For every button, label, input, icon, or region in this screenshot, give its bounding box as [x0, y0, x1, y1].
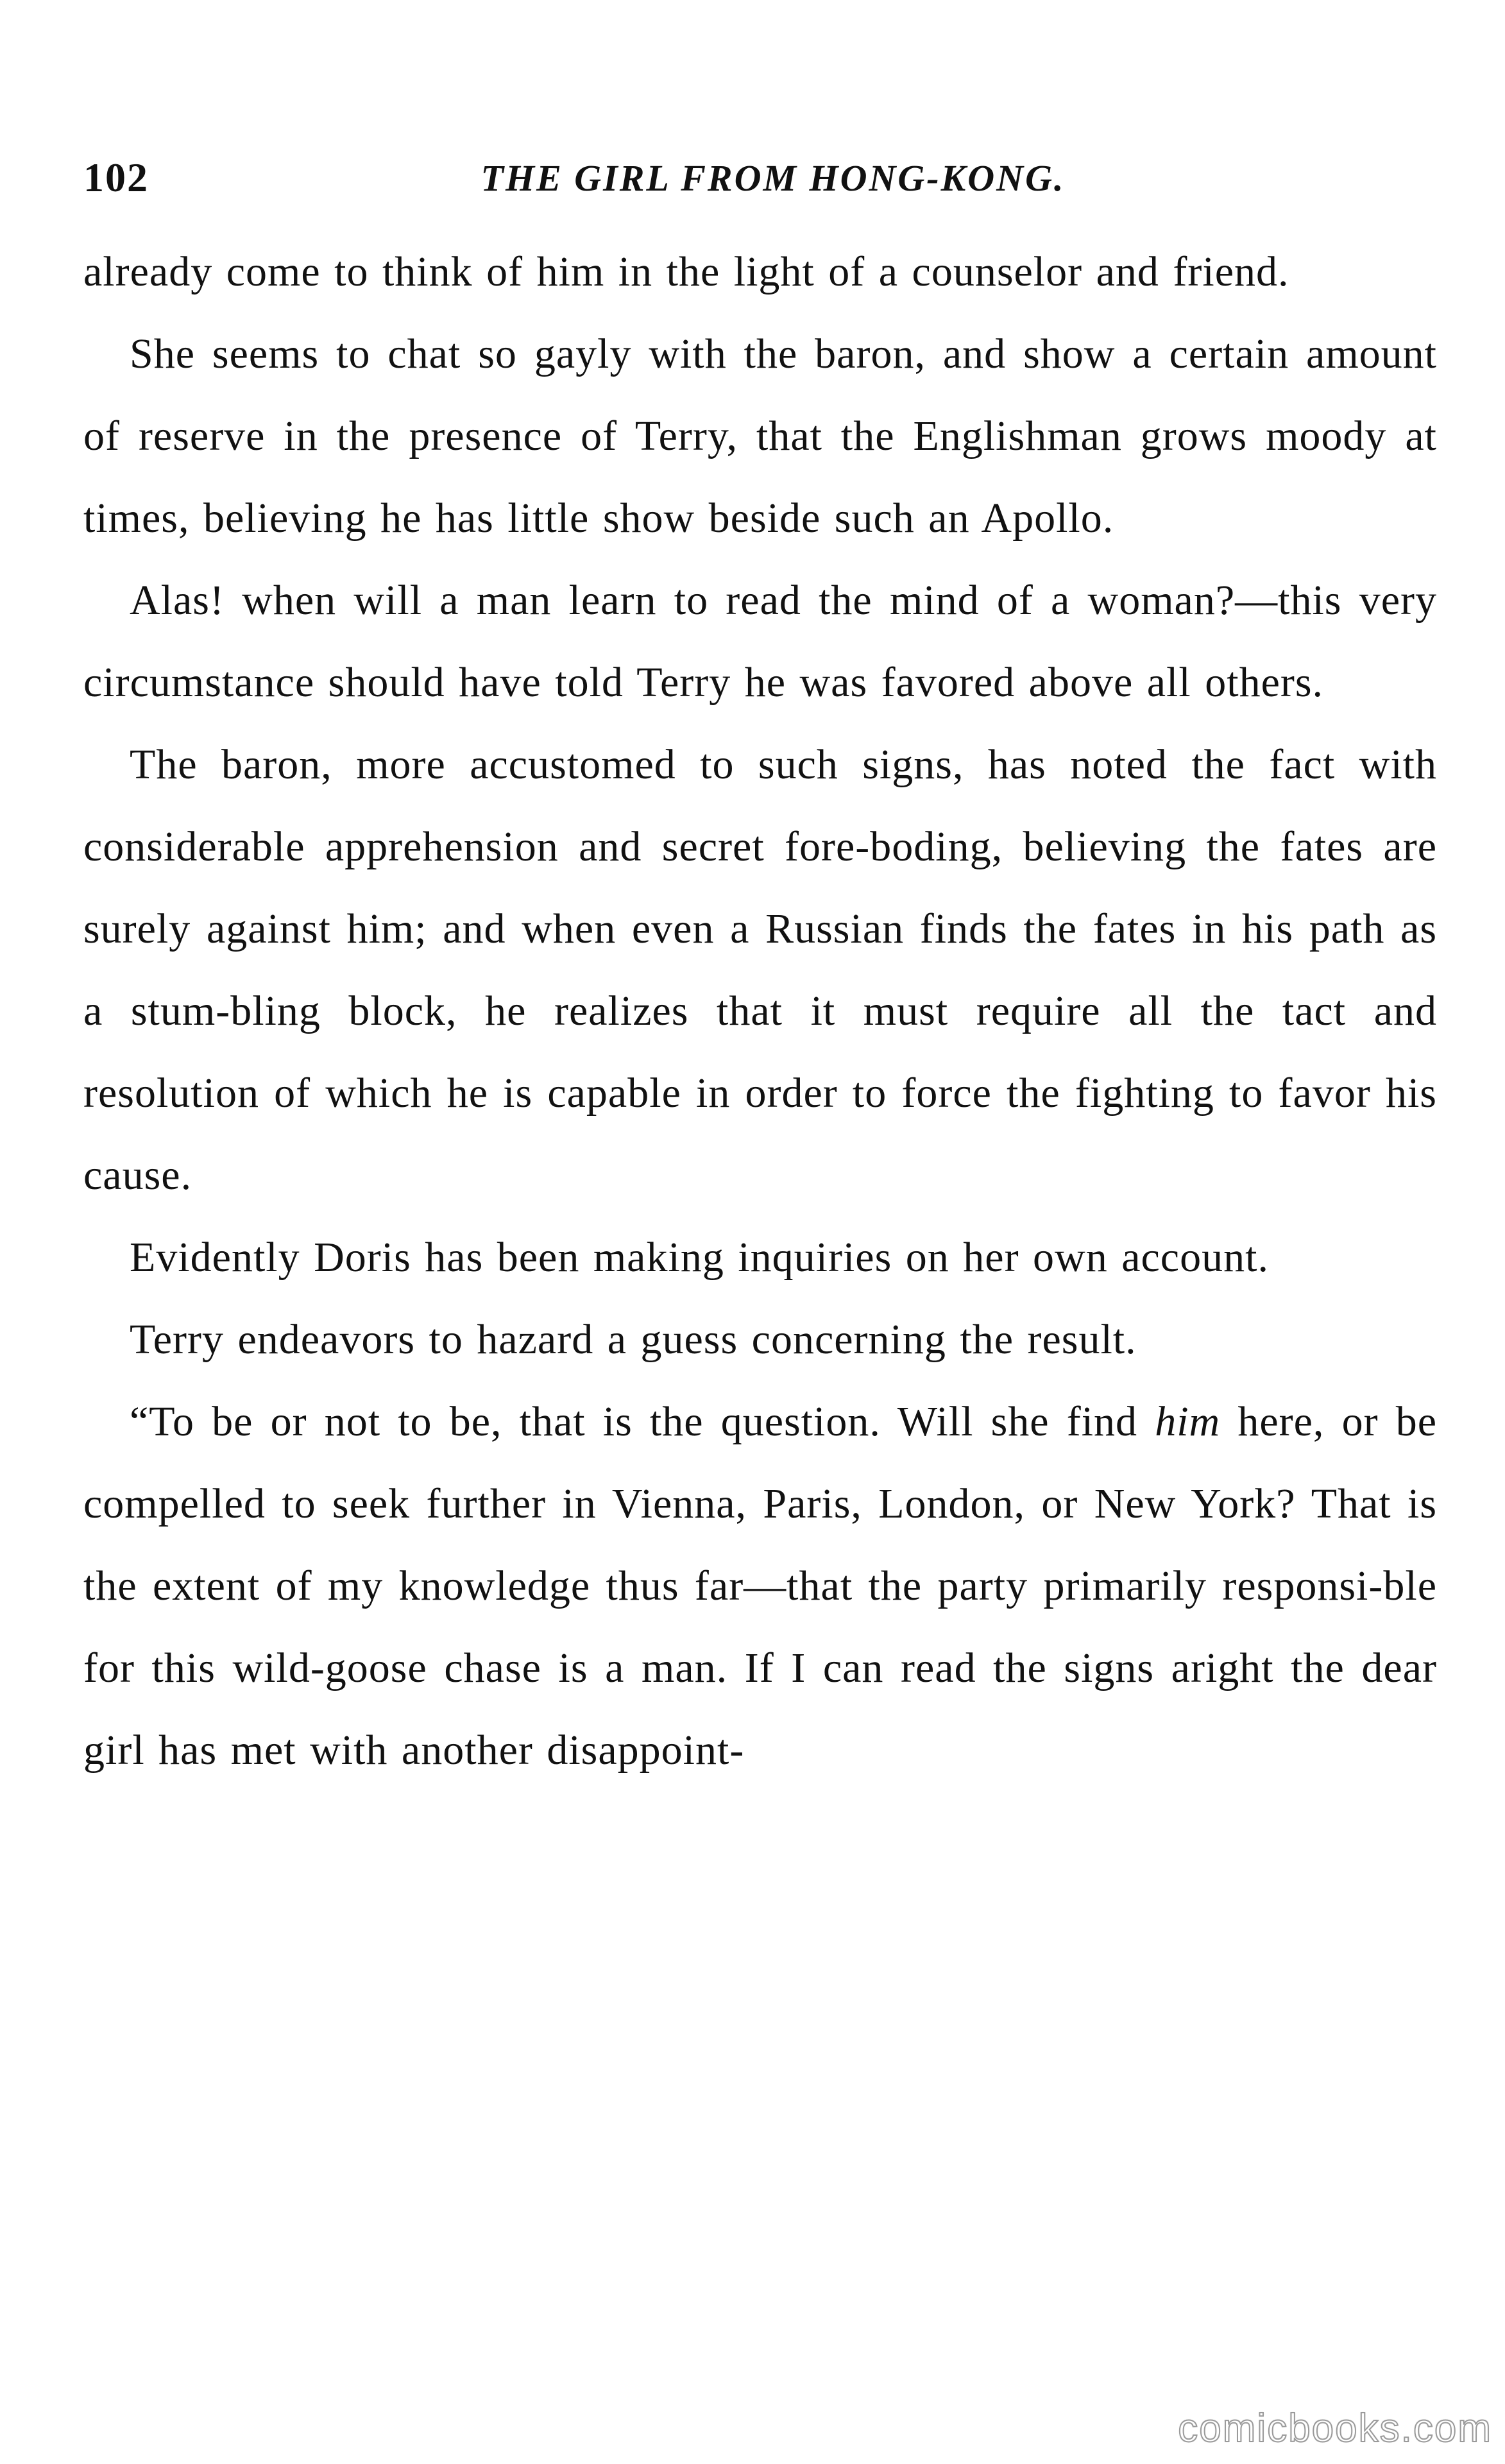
page-number: 102 [83, 155, 149, 200]
watermark: comicbooks.com [1178, 2406, 1492, 2451]
paragraph-1: already come to think of him in the light of a counselor and friend. [83, 248, 1289, 295]
body-text [83, 231, 1437, 1792]
book-page [83, 154, 1437, 2413]
paragraph-3: Alas! when will a man learn to read the mind of a woman?—this very circumstance should have told Terry he was favored above all others. [83, 577, 1437, 706]
paragraph-2: She seems to chat so gayly with the baron, and show a certain amount of reserve in the presence of Terry, that the Englishman grows moody at times, believing he has little show beside such an Apollo. [83, 330, 1437, 542]
paragraph-4: The baron, more accustomed to such signs, has noted the fact with considerable apprehension and secret fore-boding, believing the fates are surely against him; and when even a Russian finds the fates in his path as a stum-bling block, he realizes that it must require all the tact and resolution of which he is capable in order to force the fighting to favor his cause. [83, 741, 1437, 1199]
running-title: THE GIRL FROM HONG-KONG. [480, 157, 1066, 199]
paragraph-7-start: “To be or not to be, that is the question. Will she find [130, 1398, 1155, 1445]
paragraph-7-emphasis: him [1155, 1398, 1221, 1445]
paragraph-5: Evidently Doris has been making inquiries on her own account. [130, 1234, 1269, 1281]
paragraph-7 [83, 1381, 1437, 1792]
paragraph-6: Terry endeavors to hazard a guess concerning the result. [130, 1316, 1137, 1363]
running-head [83, 154, 1437, 231]
paragraph-7-end: here, or be compelled to seek further in Vienna, Paris, London, or New York? That is the extent of my knowledge thus far—that the party primarily responsi-ble for this wild-goose chase is a man. If I can read the signs aright the dear girl has met with another disappoint- [83, 1398, 1438, 1774]
